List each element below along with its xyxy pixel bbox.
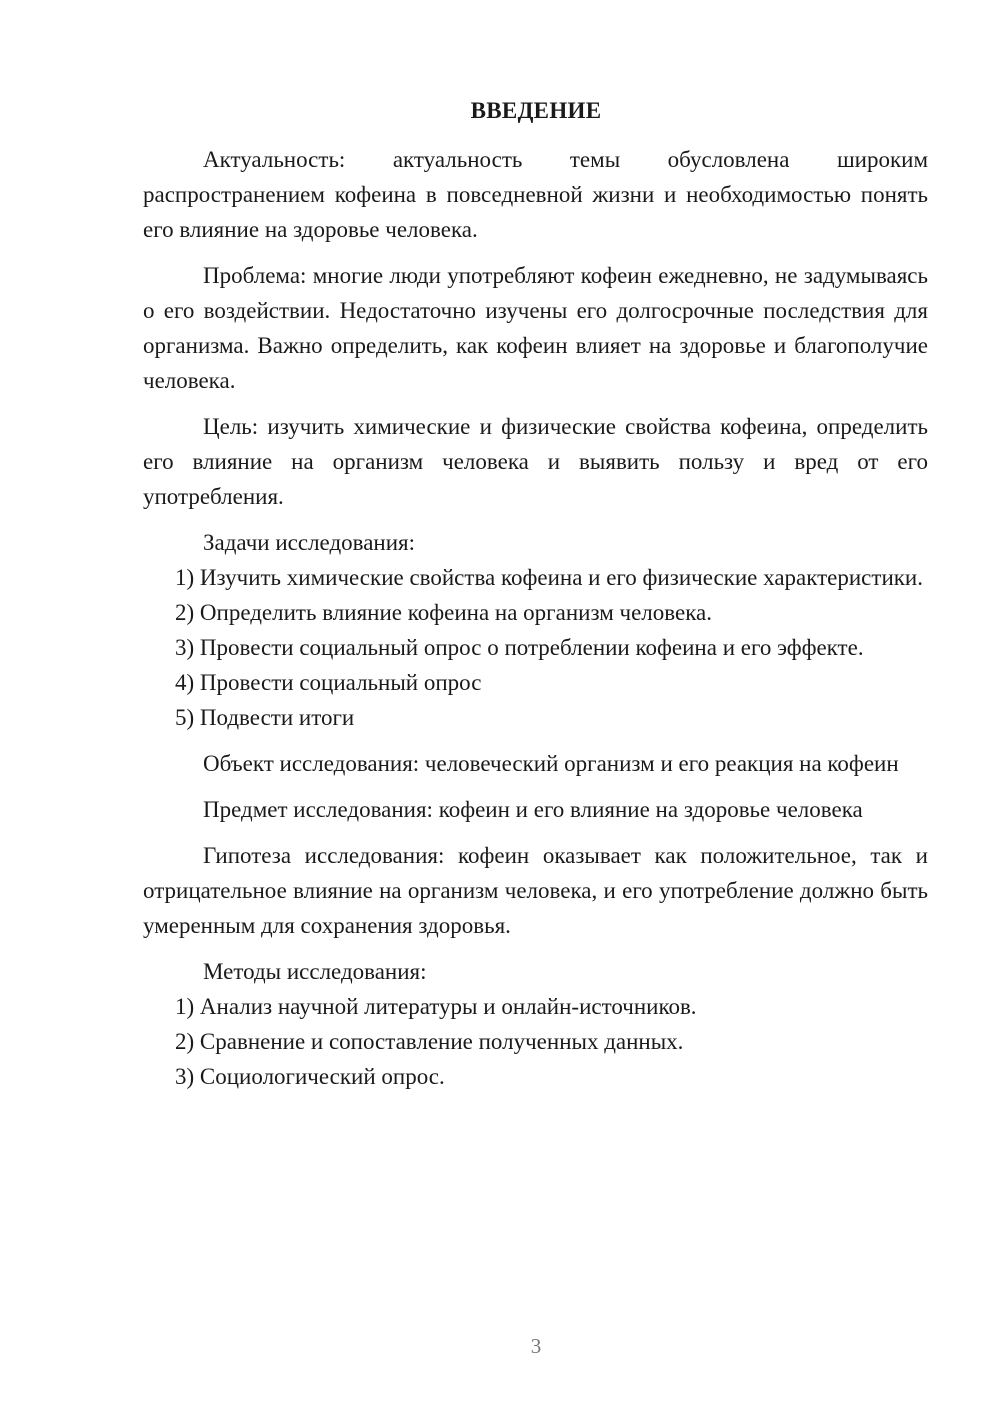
document-body: [143, 142, 928, 1094]
tasks-heading: Задачи исследования:: [203, 530, 416, 555]
goal-paragraph: Цель: изучить химические и физические свойства кофеина, определить его влияние на организм человека и выявить пользу и вред от его употребления.: [143, 414, 928, 509]
relevance-paragraph: Актуальность: актуальность темы обусловлена широким распространением кофеина в повседневной жизни и необходимостью понять его влияние на здоровье человека.: [143, 147, 928, 242]
task-item: 3) Провести социальный опрос о потреблении кофеина и его эффекте.: [175, 635, 864, 660]
task-item: 4) Провести социальный опрос: [175, 670, 482, 695]
methods-heading: Методы исследования:: [203, 959, 427, 984]
page-title: ВВЕДЕНИЕ: [470, 98, 602, 123]
page-number: 3: [530, 1334, 542, 1358]
problem-paragraph: Проблема: многие люди употребляют кофеин ежедневно, не задумываясь о его воздействии. Недостаточно изучены его долгосрочные последствия для организма. Важно определить, как кофеин влияет на здоровье и благополучие человека.: [143, 263, 928, 393]
method-item: 1) Анализ научной литературы и онлайн-источников.: [175, 994, 697, 1019]
method-item: 3) Социологический опрос.: [175, 1064, 445, 1089]
task-item: 2) Определить влияние кофеина на организм человека.: [175, 600, 712, 625]
task-item: 1) Изучить химические свойства кофеина и его физические характеристики.: [175, 565, 923, 590]
hypothesis-paragraph: Гипотеза исследования: кофеин оказывает как положительное, так и отрицательное влияние на организм человека, и его употребление должно быть умеренным для сохранения здоровья.: [143, 843, 928, 938]
task-item: 5) Подвести итоги: [175, 705, 355, 730]
subject-paragraph: Предмет исследования: кофеин и его влияние на здоровье человека: [203, 797, 863, 822]
object-paragraph: Объект исследования: человеческий организм и его реакция на кофеин: [203, 751, 899, 776]
method-item: 2) Сравнение и сопоставление полученных данных.: [175, 1029, 684, 1054]
